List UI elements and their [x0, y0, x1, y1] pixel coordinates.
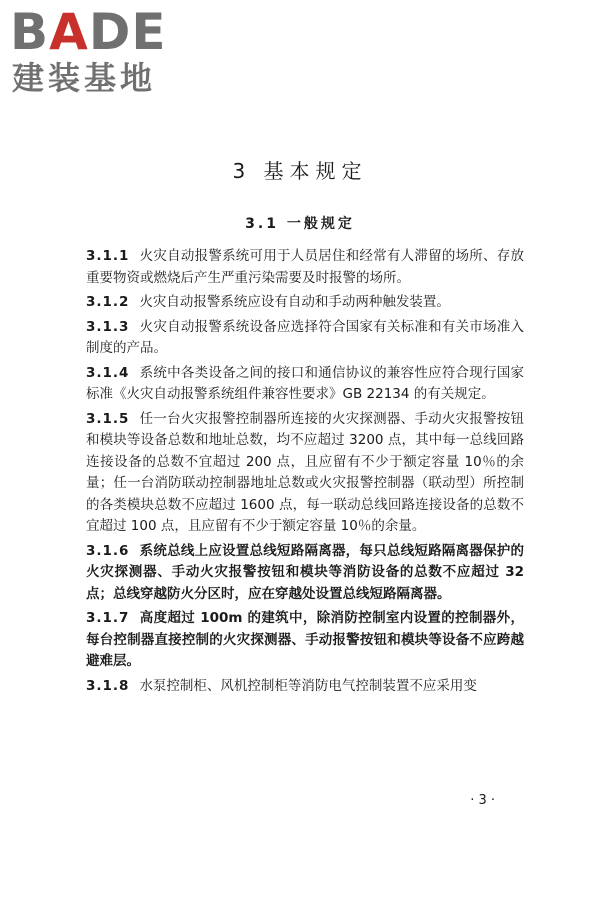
clause-number: 3.1.5: [86, 410, 130, 427]
clause-text: 系统中各类设备之间的接口和通信协议的兼容性应符合现行国家标准《火灾自动报警系统组件兼容性要求》GB 22134 的有关规定。: [86, 364, 524, 402]
page-number: · 3 ·: [470, 793, 495, 808]
clause-number: 3.1.8: [86, 677, 130, 694]
logo-brand-suffix: DE: [88, 3, 167, 61]
clause-number: 3.1.3: [86, 318, 130, 335]
clause-3-1-5: [86, 409, 524, 538]
clause-text: 系统总线上应设置总线短路隔离器，每只总线短路隔离器保护的火灾探测器、手动火灾报警按钮和模块等消防设备的总数不应超过 32 点；总线穿越防火分区时，应在穿越处设置总线短路隔离器。: [86, 542, 524, 602]
chapter-title: 3 基本规定: [232, 159, 368, 183]
clause-3-1-2: [86, 292, 524, 314]
clause-3-1-7: [86, 608, 524, 673]
logo-brand: [10, 4, 167, 60]
clause-text: 高度超过 100m 的建筑中，除消防控制室内设置的控制器外，每台控制器直接控制的火灾探测器、手动报警按钮和模块等设备不应跨越避难层。: [86, 610, 524, 669]
section-title: 3.1 一般规定: [245, 216, 355, 232]
document-body: [86, 246, 524, 700]
clause-3-1-8: [86, 676, 524, 698]
clause-number: 3.1.2: [86, 294, 130, 310]
clause-3-1-6: [86, 541, 524, 606]
clause-number: 3.1.6: [86, 542, 130, 559]
clause-3-1-4: [86, 363, 524, 406]
clause-3-1-1: [86, 246, 524, 289]
logo-brand-prefix: B: [10, 3, 50, 61]
logo-brand-accent: A: [49, 3, 89, 61]
clause-text: 火灾自动报警系统可用于人员居住和经常有人滞留的场所、存放重要物资或燃烧后产生严重污染需要及时报警的场所。: [86, 248, 524, 286]
clause-number: 3.1.1: [86, 248, 130, 264]
clause-text: 水泵控制柜、风机控制柜等消防电气控制装置不应采用变: [139, 677, 477, 694]
clause-text: 火灾自动报警系统应设有自动和手动两种触发装置。: [139, 294, 450, 310]
clause-number: 3.1.7: [86, 610, 130, 626]
logo: [10, 4, 185, 99]
logo-subtitle: 建装基地: [12, 59, 157, 97]
clause-3-1-3: [86, 317, 524, 360]
clause-number: 3.1.4: [86, 364, 130, 381]
clause-text: 火灾自动报警系统设备应选择符合国家有关标准和有关市场准入制度的产品。: [86, 318, 524, 356]
clause-text: 任一台火灾报警控制器所连接的火灾探测器、手动火灾报警按钮和模块等设备总数和地址总数，均不应超过 3200 点，其中每一总线回路连接设备的总数不宜超过 200 点，且应留有不少于额定容量 10％的余量；任一台消防联动控制器地址总数或火灾报警控制器（联动型）所控制的各类模块总数不应超过 1600 点，每一联动总线回路连接设备的总数不宜超过 100 点，且应留有不少于额定容量 10％的余量。: [86, 410, 524, 534]
